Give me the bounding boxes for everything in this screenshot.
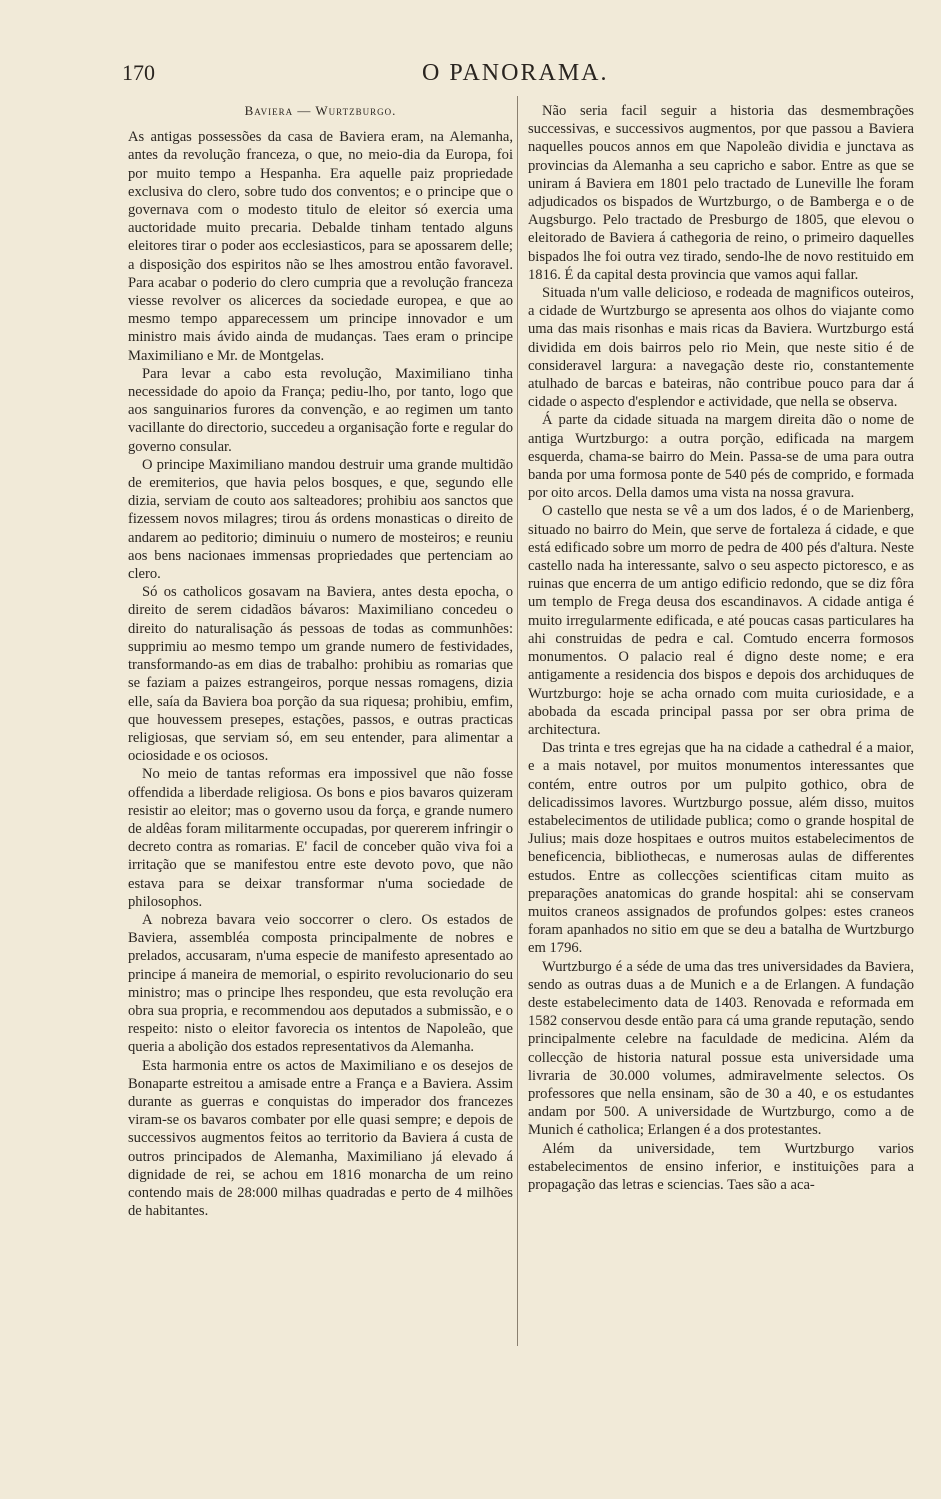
right-column	[528, 102, 914, 1194]
paragraph: Wurtzburgo é a séde de uma das tres universidades da Baviera, sendo as outras duas a de Munich e a de Erlangen. A fundação deste estabelecimento data de 1403. Renovada e reformada em 1582 conservou desde então para cá uma grande reputação, sendo principalmente celebre na faculdade de medicina. Além da collecção de historia natural possue esta universidade uma livraria de 30.000 volumes, admiravelmente selectos. Os professores que nella ensinam, são de 30 a 40, e os estudantes andam por 500. A universidade de Wurtzburgo, como a de Munich é catholica; Erlangen é a dos protestantes.	[528, 958, 914, 1139]
page-number: 170	[122, 60, 155, 85]
paragraph: Á parte da cidade situada na margem direita dão o nome de antiga Wurtzburgo: a outra porção, edificada na margem esquerda, chama-se bairro do Mein. Passa-se de uma para outra banda por uma formosa ponte de 540 pés de comprido, e formada por oito arcos. Della damos uma vista na nossa gravura.	[528, 412, 914, 502]
paragraph: O castello que nesta se vê a um dos lados, é o de Marienberg, situado no bairro do Mein, que serve de fortaleza á cidade, e que está edificado sobre um morro de pedra de 400 pés d'altura. Neste castello nada ha interessante, salvo o seu aspecto pictoresco, e as ruinas que encerra de um antigo edificio redondo, que se diz fôra um templo de Frega deusa dos escandinavos. A cidade antiga é muito irregularmente edificada, e até poucas casas particulares ha ahi construidas de pedra e cal. Comtudo encerra formosos monumentos. O palacio real é digno deste nome; e era antigamente a residencia dos bispos e depois dos archiduques de Wurtzburgo: hoje se acha ornado com muita curiosidade, e a abobada da escada principal passa por ser obra prima de architectura.	[528, 503, 914, 738]
section-title: Baviera — Wurtzburgo.	[244, 103, 397, 118]
paragraph: Esta harmonia entre os actos de Maximiliano e os desejos de Bonaparte estreitou a amisade entre a França e a Baviera. Assim durante as guerras e conquistas do imperador dos francezes viram-se os bavaros combater por elle quasi sempre; e depois de successivos augmentos feitos ao territorio da Baviera á custa de outros principados de Alemanha, Maximiliano já elevado á dignidade de rei, se achou em 1816 monarcha de um reino contendo mais de 28:000 milhas quadradas e perto de 4 milhões de habitantes.	[128, 1057, 513, 1220]
paragraph: Só os catholicos gosavam na Baviera, antes desta epocha, o direito de serem cidadãos bávaros: Maximiliano concedeu o direito do naturalisação ás pessoas de todas as communhões: supprimiu ao mesmo tempo um grande numero de festividades, transformando-as em dias de trabalho: prohibiu as romarias que se faziam a paizes estrangeiros, porque nessas romagens, dizia elle, saía da Baviera boa porção da sua riquesa; prohibiu, emfim, que houvessem presepes, estações, passos, e outras practicas religiosas, que serviam só, em seu entender, para alimentar a ociosidade e os ociosos.	[128, 584, 513, 765]
paragraph: A nobreza bavara veio soccorrer o clero. Os estados de Baviera, assembléa composta principalmente de nobres e prelados, accusaram, n'uma especie de manifesto apresentado ao principe á maneira de memorial, o espirito revolucionario do seu ministro; mas o principe lhes respondeu, que esta revolução era obra sua propria, e recommendou aos deputados a submissão, e o respeito: nisto o eleitor favorecia os intentos de Napoleão, que queria a abolição dos estados representativos da Alemanha.	[128, 911, 513, 1056]
page-header	[122, 60, 912, 90]
paragraph: O principe Maximiliano mandou destruir uma grande multidão de eremiterios, que havia pelos bosques, e que, segundo elle dizia, serviam de couto aos salteadores; prohibiu aos sanctos que fizessem novos milagres; tirou ás ordens monasticas o direito de andarem ao peditorio; diminuiu o numero de mosteiros; e reuniu aos bens nacionaes immensas propriedades que pertenciam ao clero.	[128, 456, 513, 583]
paragraph: Além da universidade, tem Wurtzburgo varios estabelecimentos de ensino inferior, e instituições para a propagação das letras e sciencias. Taes são a aca-	[528, 1140, 914, 1193]
paragraph: Situada n'um valle delicioso, e rodeada de magnificos outeiros, a cidade de Wurtzburgo se apresenta aos olhos do viajante como uma das mais risonhas e mais ricas da Baviera. Wurtzburgo está dividida em dois bairros pelo rio Mein, que neste sitio é de consideravel largura: a navegação deste rio, constantemente atulhado de barcas e bateiras, não contribue pouco para dar á cidade o aspecto d'esplendor e actividade, que nella se observa.	[528, 285, 914, 411]
paragraph: As antigas possessões da casa de Baviera eram, na Alemanha, antes da revolução franceza, o que, no meio-dia da Europa, foi por muito tempo a Hespanha. Era aquelle paiz propriedade exclusiva do clero, sobre tudo dos conventos; e o principe que o governava com o modesto titulo de eleitor só exercia uma auctoridade muito precaria. Debalde tinham tentado alguns eleitores tirar o poder aos ecclesiasticos, para se apossarem delle; a disposição dos espiritos não se lhes amostrou então favoravel. Para acabar o poderio do clero cumpria que a revolução franceza viesse revolver os alicerces da sociedade europea, e que ao mesmo tempo apparecessem um principe innovador e um ministro mais ávido ainda de mudanças. Taes eram o principe Maximiliano e Mr. de Montgelas.	[128, 129, 513, 364]
left-column	[128, 102, 513, 1220]
column-divider	[517, 96, 518, 1346]
paragraph: No meio de tantas reformas era impossivel que não fosse offendida a liberdade religiosa. Os bons e pios bavaros quizeram resistir ao eleitor; mas o governo usou da força, e grande numero de aldêas foram militarmente occupadas, por quererem infringir o decreto contra as romarias. E' facil de conceber quão viva foi a irritação que se manifestou entre este devoto povo, que não estava para se deixar transformar n'uma sociedade de philosophos.	[128, 766, 513, 910]
paragraph: Para levar a cabo esta revolução, Maximiliano tinha necessidade do apoio da França; pediu-lho, por tanto, logo que aos sanguinarios furores da convenção, e ao regimen um tanto vacillante do directorio, succedeu a organisação forte e regular do governo consular.	[128, 365, 513, 455]
paragraph: Não seria facil seguir a historia das desmembrações successivas, e successivos augmentos, por que passou a Baviera naquelles poucos annos em que Napoleão dividia e junctava as provincias da Alemanha a seu capricho e sabor. Entre as que se uniram á Baviera em 1801 pelo tractado de Luneville lhe foram adjudicados os bispados de Wurtzburgo, o de Bamberga e o de Augsburgo. Pelo tractado de Presburgo de 1805, que elevou o eleitorado de Baviera á cathegoria de reino, o primeiro daquelles bispados lhe foi outra vez tirado, sendo-lhe de novo restituido em 1816. É da capital desta provincia que vamos aqui fallar.	[528, 103, 914, 283]
paragraph: Das trinta e tres egrejas que ha na cidade a cathedral é a maior, e a mais notavel, por muitos monumentos interessantes que contém, entre outros por um pulpito gothico, obra de delicadissimos lavores. Wurtzburgo possue, além disso, muitos estabelecimentos de utilidade publica; como o grande hospital de Julius; mais doze hospitaes e outros muitos estabelecimentos de beneficencia, bibliothecas, e numerosas aulas de differentes estudos. Entre as collecções scientificas citam muito as preparações anatomicas do grande hospital: ahi se conservam muitos craneos assignados de profundos golpes: estes craneos foram apanhados no sitio em que se deu a batalha de Wurtzburgo em 1796.	[528, 740, 914, 957]
journal-title: O PANORAMA.	[422, 60, 609, 86]
